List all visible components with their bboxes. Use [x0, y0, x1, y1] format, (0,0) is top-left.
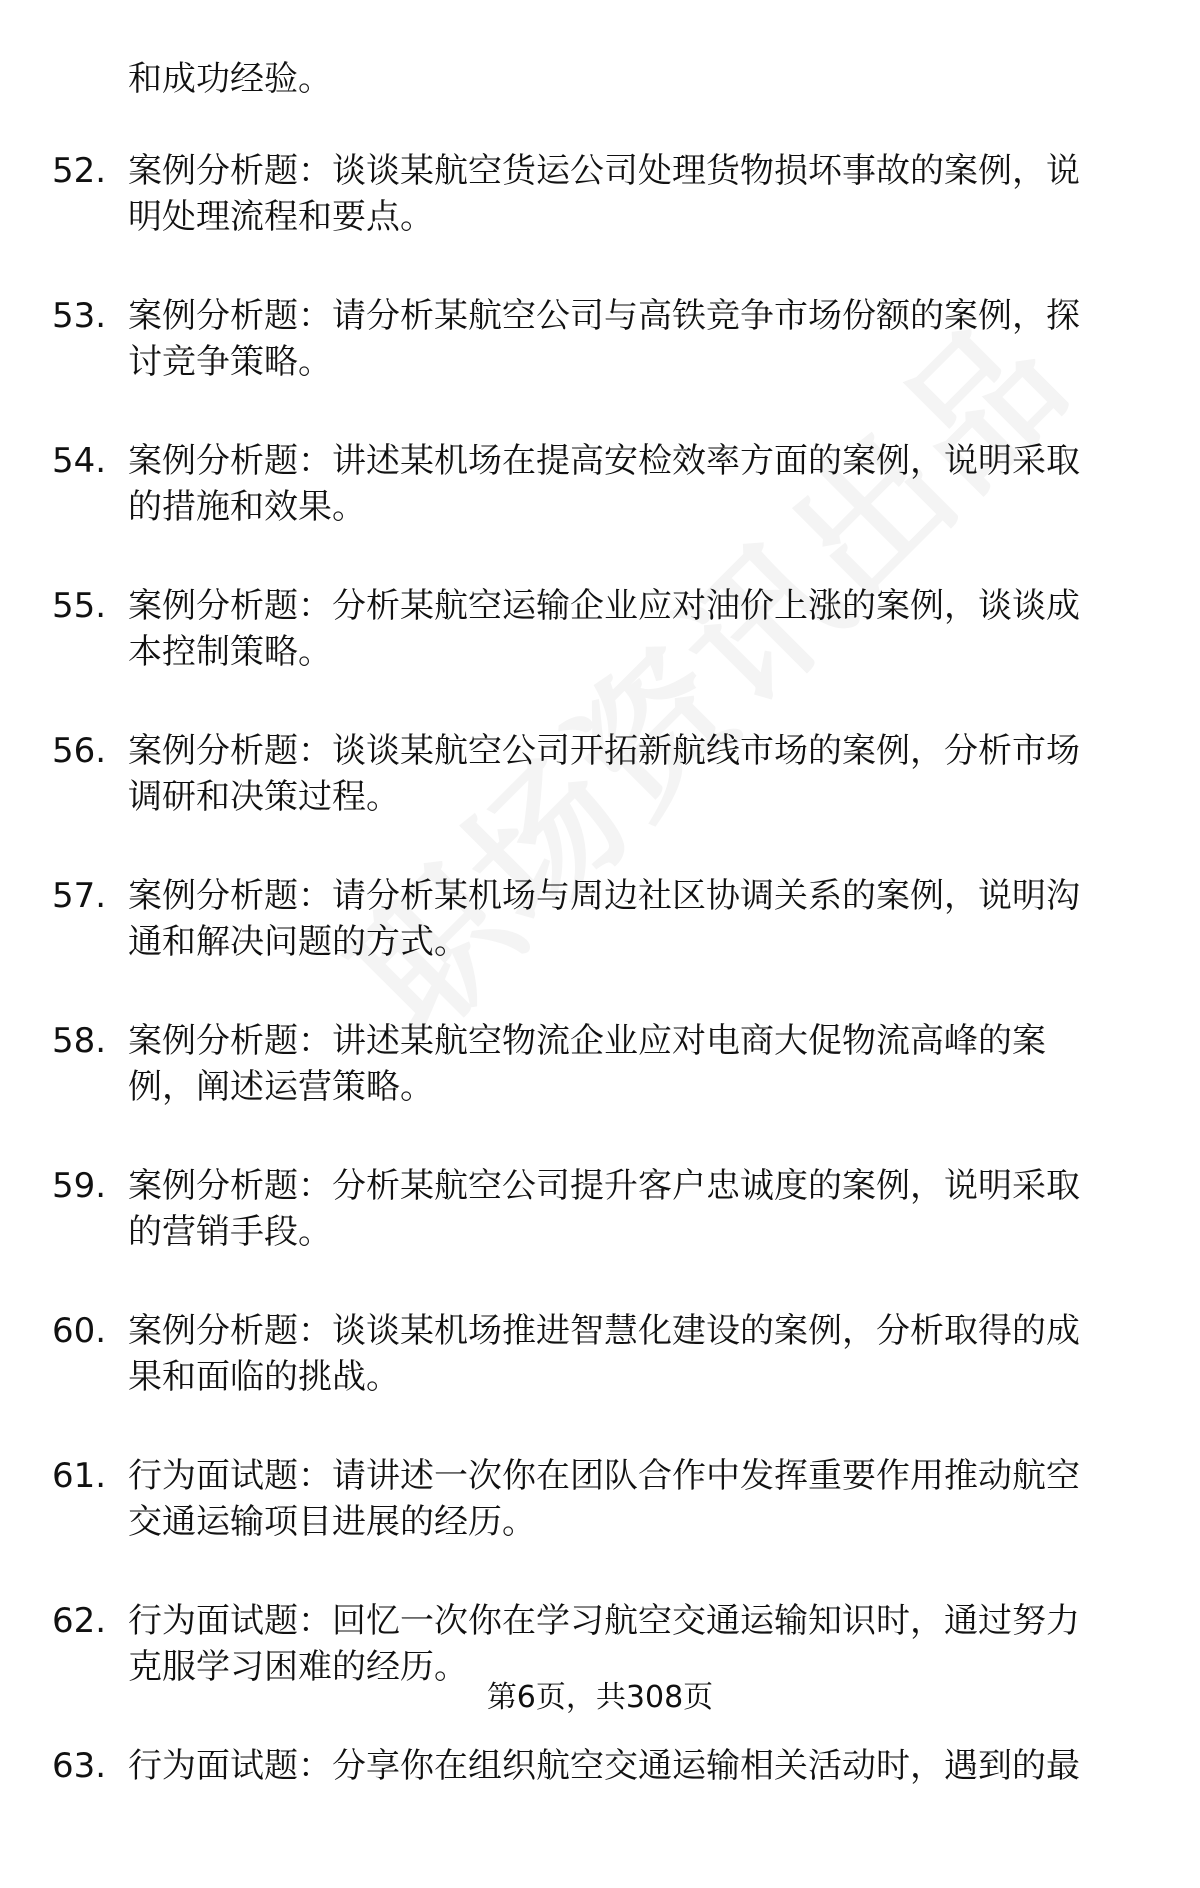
question-item [0, 728, 1200, 873]
question-text [128, 1453, 1138, 1545]
question-line: 案例分析题：请分析某航空公司与高铁竞争市场份额的案例，探 [128, 296, 1080, 336]
question-item [0, 1308, 1200, 1453]
question-line: 克服学习困难的经历。 [128, 1647, 468, 1687]
question-number: 52. [52, 151, 107, 191]
question-item [0, 1453, 1200, 1598]
question-number: 62. [52, 1601, 107, 1641]
question-text [128, 148, 1138, 240]
question-text [128, 583, 1138, 675]
question-line: 行为面试题：分享你在组织航空交通运输相关活动时，遇到的最 [128, 1746, 1080, 1786]
question-item [0, 148, 1200, 293]
question-line: 案例分析题：请分析某机场与周边社区协调关系的案例，说明沟 [128, 876, 1080, 916]
question-item [0, 293, 1200, 438]
question-line: 案例分析题：谈谈某航空公司开拓新航线市场的案例，分析市场 [128, 731, 1080, 771]
question-list [0, 148, 1200, 1888]
question-number: 57. [52, 876, 107, 916]
question-text [128, 1598, 1138, 1690]
question-item [0, 1163, 1200, 1308]
question-number: 53. [52, 296, 107, 336]
question-number: 54. [52, 441, 107, 481]
intro-continuation-text: 和成功经验。 [128, 59, 332, 99]
question-item [0, 583, 1200, 728]
question-item [0, 1743, 1200, 1888]
question-line: 行为面试题：请讲述一次你在团队合作中发挥重要作用推动航空 [128, 1456, 1080, 1496]
question-number: 60. [52, 1311, 107, 1351]
question-text [128, 1018, 1138, 1110]
question-number: 58. [52, 1021, 107, 1061]
question-line: 案例分析题：讲述某航空物流企业应对电商大促物流高峰的案 [128, 1021, 1046, 1061]
question-line: 案例分析题：分析某航空公司提升客户忠诚度的案例，说明采取 [128, 1166, 1080, 1206]
question-line: 的措施和效果。 [128, 487, 366, 527]
question-line: 明处理流程和要点。 [128, 197, 434, 237]
question-line: 调研和决策过程。 [128, 777, 400, 817]
question-line: 交通运输项目进展的经历。 [128, 1502, 536, 1542]
question-text [128, 873, 1138, 965]
question-text [128, 438, 1138, 530]
question-line: 案例分析题：讲述某机场在提高安检效率方面的案例，说明采取 [128, 441, 1080, 481]
question-line: 案例分析题：谈谈某机场推进智慧化建设的案例，分析取得的成 [128, 1311, 1080, 1351]
question-text [128, 293, 1138, 385]
question-number: 55. [52, 586, 107, 626]
question-number: 56. [52, 731, 107, 771]
question-item [0, 438, 1200, 583]
question-line: 讨竞争策略。 [128, 342, 332, 382]
question-line: 果和面临的挑战。 [128, 1357, 400, 1397]
question-number: 61. [52, 1456, 107, 1496]
page-footer: 第6页，共308页 [486, 1680, 714, 1715]
question-text [128, 1743, 1138, 1789]
question-line: 案例分析题：谈谈某航空货运公司处理货物损坏事故的案例，说 [128, 151, 1080, 191]
question-line: 的营销手段。 [128, 1212, 332, 1252]
question-item [0, 873, 1200, 1018]
question-line: 通和解决问题的方式。 [128, 922, 468, 962]
question-line: 案例分析题：分析某航空运输企业应对油价上涨的案例，谈谈成 [128, 586, 1080, 626]
question-text [128, 728, 1138, 820]
question-line: 例，阐述运营策略。 [128, 1067, 434, 1107]
question-number: 59. [52, 1166, 107, 1206]
question-text [128, 1308, 1138, 1400]
question-item [0, 1018, 1200, 1163]
question-number: 63. [52, 1746, 107, 1786]
question-line: 本控制策略。 [128, 632, 332, 672]
question-item [0, 1598, 1200, 1743]
question-text [128, 1163, 1138, 1255]
question-line: 行为面试题：回忆一次你在学习航空交通运输知识时，通过努力 [128, 1601, 1080, 1641]
